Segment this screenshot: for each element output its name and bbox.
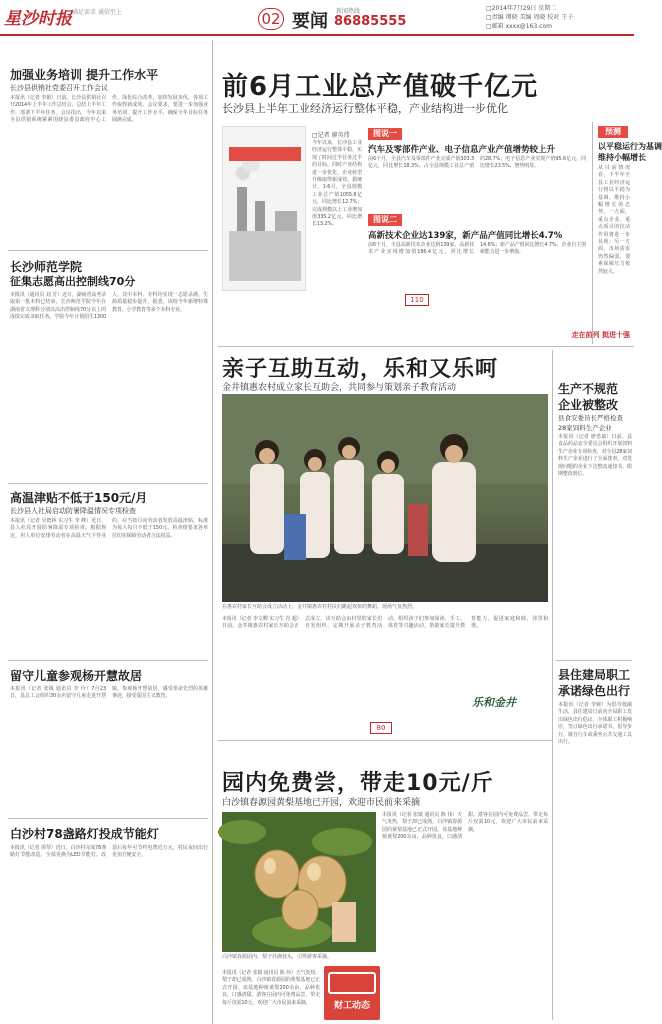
badge-110: 110 [405,294,429,306]
sidebar-body: 从目前情况看，下半年全县工业经济运行将以平稳为基调，维持小幅增长的态势。一方面，重点企业、重点项目的拉动作用将进一步显现；另一方面，市场需求仍然偏弱，要素保障压力依然较大。 [598,165,630,275]
right-article1-sub-1: 县食安委员长严格检查 [558,414,623,422]
story3-title: 园内免费尝，带走10元/斤 [222,771,494,796]
left-article1-title: 加强业务培训 提升工作水平 [10,68,159,82]
left-article3-subtitle: 长沙县人社局启动防暑降温情况专项检查 [10,507,136,515]
masthead-logo: 星沙时报 [4,9,72,29]
box2-title: 高新技术企业达139家，新产品产值同比增长4.7% [368,231,563,241]
headline-graphic [222,126,306,291]
sidebar-title-2: 维持小幅增长 [598,153,646,162]
masthead [0,0,634,40]
hotline-label: 新闻热线 [336,8,361,15]
main-headline: 前6月工业总产值破千亿元 [222,72,539,102]
left-article1-body: 本报讯（记者 李娟）日前，长沙县供销社召开2014年上半年工作总结会，总结上半年工作，部署下半年任务。会议指出，今年以来全县供销系统紧紧围绕县委县政府中心工作，深化综合改革，加快发展步伐，各项工作取得新成效。会议要求，要进一步加强业务培训，提升工作水平，确保全年目标任务圆满完成。 [10,95,208,124]
left-article3-title: 高温津贴不低于150元/月 [10,491,148,505]
page-number: 02 [258,8,284,30]
issue-date: □2014年7月29日 星期二 [486,5,557,12]
story3-caption: 白沙镇春源园内，梨子挂满枝头，引得游客采摘。 [222,954,333,960]
email-line: □邮箱 xxxx@163.com [486,23,552,30]
right-divider-1 [556,660,632,661]
ad-banner[interactable] [324,966,380,1020]
right-column-divider-2 [552,350,553,1020]
story3-subtitle: 白沙镇春源园黄梨基地已开园，欢迎市民前来采摘 [222,798,421,808]
lehe-logo: 乐和金井 [472,696,516,709]
factory-graphic-icon [223,127,307,292]
right-article2-title-1: 县住建局职工 [558,668,631,682]
left-divider-3 [8,660,208,661]
main-divider-2 [218,740,552,741]
left-divider-1 [8,250,208,251]
left-article2-subtitle: 征集志愿高出控制线70分 [10,275,136,288]
box1-title: 汽车及零部件产业、电子信息产业产值增势较上升 [368,145,556,155]
left-divider-4 [8,818,208,819]
ad-logo-text: 财工动态 [333,1001,370,1011]
left-article5-title: 白沙村78盏路灯投成节能灯 [10,827,159,841]
main-divider-1 [218,346,634,347]
box1-tag: 图说一 [368,128,402,140]
story2-subtitle: 金井镇惠农村成立家长互助会，共同参与策划亲子教育活动 [222,383,457,393]
story3-body: 本报讯（记者 张镇 通讯员 陈 伟）天气炎热，梨子却已成熟，白沙镇春源园的黄梨基地已正式开园。该基地种植黄梨200余亩，品种优良，口感清甜。游客在园内可免费品尝，带走每斤仅需10元，欢迎广大市民前来采摘。 [382,812,548,841]
left-article2-title: 长沙师范学院 [10,260,83,274]
story3-body-continued: 本报讯（记者 张镇 通讯员 陈 伟）天气炎热，梨子却已成熟，白沙镇春源园的黄梨基地已正式开园。该基地种植黄梨200余亩，品种优良，口感清甜。游客在园内可免费品尝，带走每斤仅需10元，欢迎广大市民前来采摘。 [222,970,320,1006]
masthead-logo-sub: 满足需求 诚信至上 [72,9,122,16]
sidebar-link[interactable]: 走在前列 挺进十强 [571,331,630,339]
masthead-rule [0,34,634,36]
group-photo-image [222,394,548,602]
ad-logo-icon [328,972,376,994]
left-column-divider [212,40,213,1024]
headline-intro: 今年以来，长沙县工业经济运行整体平稳，实现了时间过半任务过半的目标。同时产业结构进一步优化，企业转型升级取得新成效。据统计，1-6月，全县规模工业总产值1055.6亿元，同比增长12.7%；完成规模以上工业增加值335.2亿元，同比增长13.2%。 [312,140,362,228]
right-article1-title-1: 生产不规范 [558,382,619,396]
left-article1-subtitle: 长沙县供销社党委召开工作会议 [10,84,108,92]
badge-80: 80 [370,722,392,734]
right-article1-sub-2: 28家饲料生产企业 [558,424,612,432]
story2-body: 本报讯（记者 李文卿 实习生 肖 超）日前，金井镇惠农村家长互助会正式成立。该互助会由村里的家长们自发组织，定期开展亲子教育活动，组织孩子们参加阅读、手工、体育等兴趣活动，帮助家长提升教育能力，促进家庭和睦、邻里和谐。 [222,616,548,630]
box1-body: 前6个月，全县汽车及零部件产业完成产值303.3亿元，同比增长18.3%，占全县规模工业总产值的28.7%；电子信息产业实现产值95.6亿元，同比增长23.5%，增势明显。 [368,156,586,170]
editor-line: □责编 谭晓 美编 周晓 校对 王子 [486,14,574,21]
right-article1-body: 本报讯（记者 廖勇斌）日前，县食品药品安全委员会组织开展饲料生产企业专项检查，对全县28家饲料生产企业进行了全面排查，对发现问题的企业下达整改通知书，限期整改到位。 [558,434,632,478]
right-article2-body: 本报讯（记者 李婉）为倡导低碳生活，县住建局日前向全局职工发出绿色出行倡议，全体职工积极响应，签订绿色出行承诺书，倡导步行、骑自行车或乘坐公共交通工具出行。 [558,702,632,746]
left-article3-body: 本报讯（记者 吴德林 实习生 李 峰）近日，县人社局开展防暑降温专项检查。根据规定，用人单位安排劳动者在高温天气下作业的，应当按月向劳动者发放高温津贴，标准为每人每月不低于150元。检查组要求各单位切实保障劳动者合法权益。 [10,518,208,539]
left-article4-title: 留守儿童参观杨开慧故居 [10,669,143,683]
story2-caption: 在惠农村家长互助会成立活动上，金井镇惠农村村民们跳起欢快的舞蹈，现场气氛热烈。 [222,604,418,610]
story2-photo [222,394,548,602]
right-article2-title-2: 承诺绿色出行 [558,684,631,698]
hotline-number: 86885555 [334,14,407,29]
story2-title: 亲子互助互动，乐和又乐呵 [222,357,499,382]
section-title: 要闻 [292,11,328,32]
left-article4-body: 本报讯（记者 张镇 通讯员 李 玲）7月23日，县总工会组织30余名留守儿童走进开慧镇，参观杨开慧故居，感受革命先烈的英雄事迹，接受爱国主义教育。 [10,686,208,700]
left-article5-body: 本报讯（记者 谭琴）近日，白沙村完成78盏路灯节能改造，全部更换为LED节能灯。改造后每年可节约电费近万元，村民夜间出行更加方便安全。 [10,845,208,859]
box2-tag: 图说二 [368,214,402,226]
sidebar-tag: 预测 [598,126,628,138]
right-column-divider [592,122,593,344]
pear-photo-image [222,812,376,952]
box2-body: 前6个月，全县高新技术企业达到139家，高新技术产业实现增加值186.4亿元，同比增长14.6%；新产品产值同比增长4.7%，企业自主创新能力进一步增强。 [368,242,586,256]
main-headline-subtitle: 长沙县上半年工业经济运行整体平稳，产业结构进一步优化 [222,102,508,115]
headline-byline: □记者 廖英伟 [312,132,350,139]
story3-photo [222,812,376,952]
right-article1-title-2: 企业被整改 [558,398,619,412]
left-article2-body: 本报讯（通讯员 刘 芳）近日，湖南省高考录取第一批本科已结束，长沙师范学院今年在湖南省文理科分别以高出控制线70分以上的成绩完成录取任务。学院今年计划招生1300人，其中本科、专科均实现一志愿录满，生源质量稳步提升。据悉，该校今年新增特殊教育、小学教育等多个本科专业。 [10,292,208,321]
left-divider-2 [8,483,208,484]
sidebar-title-1: 以平稳运行为基调 [598,142,662,151]
